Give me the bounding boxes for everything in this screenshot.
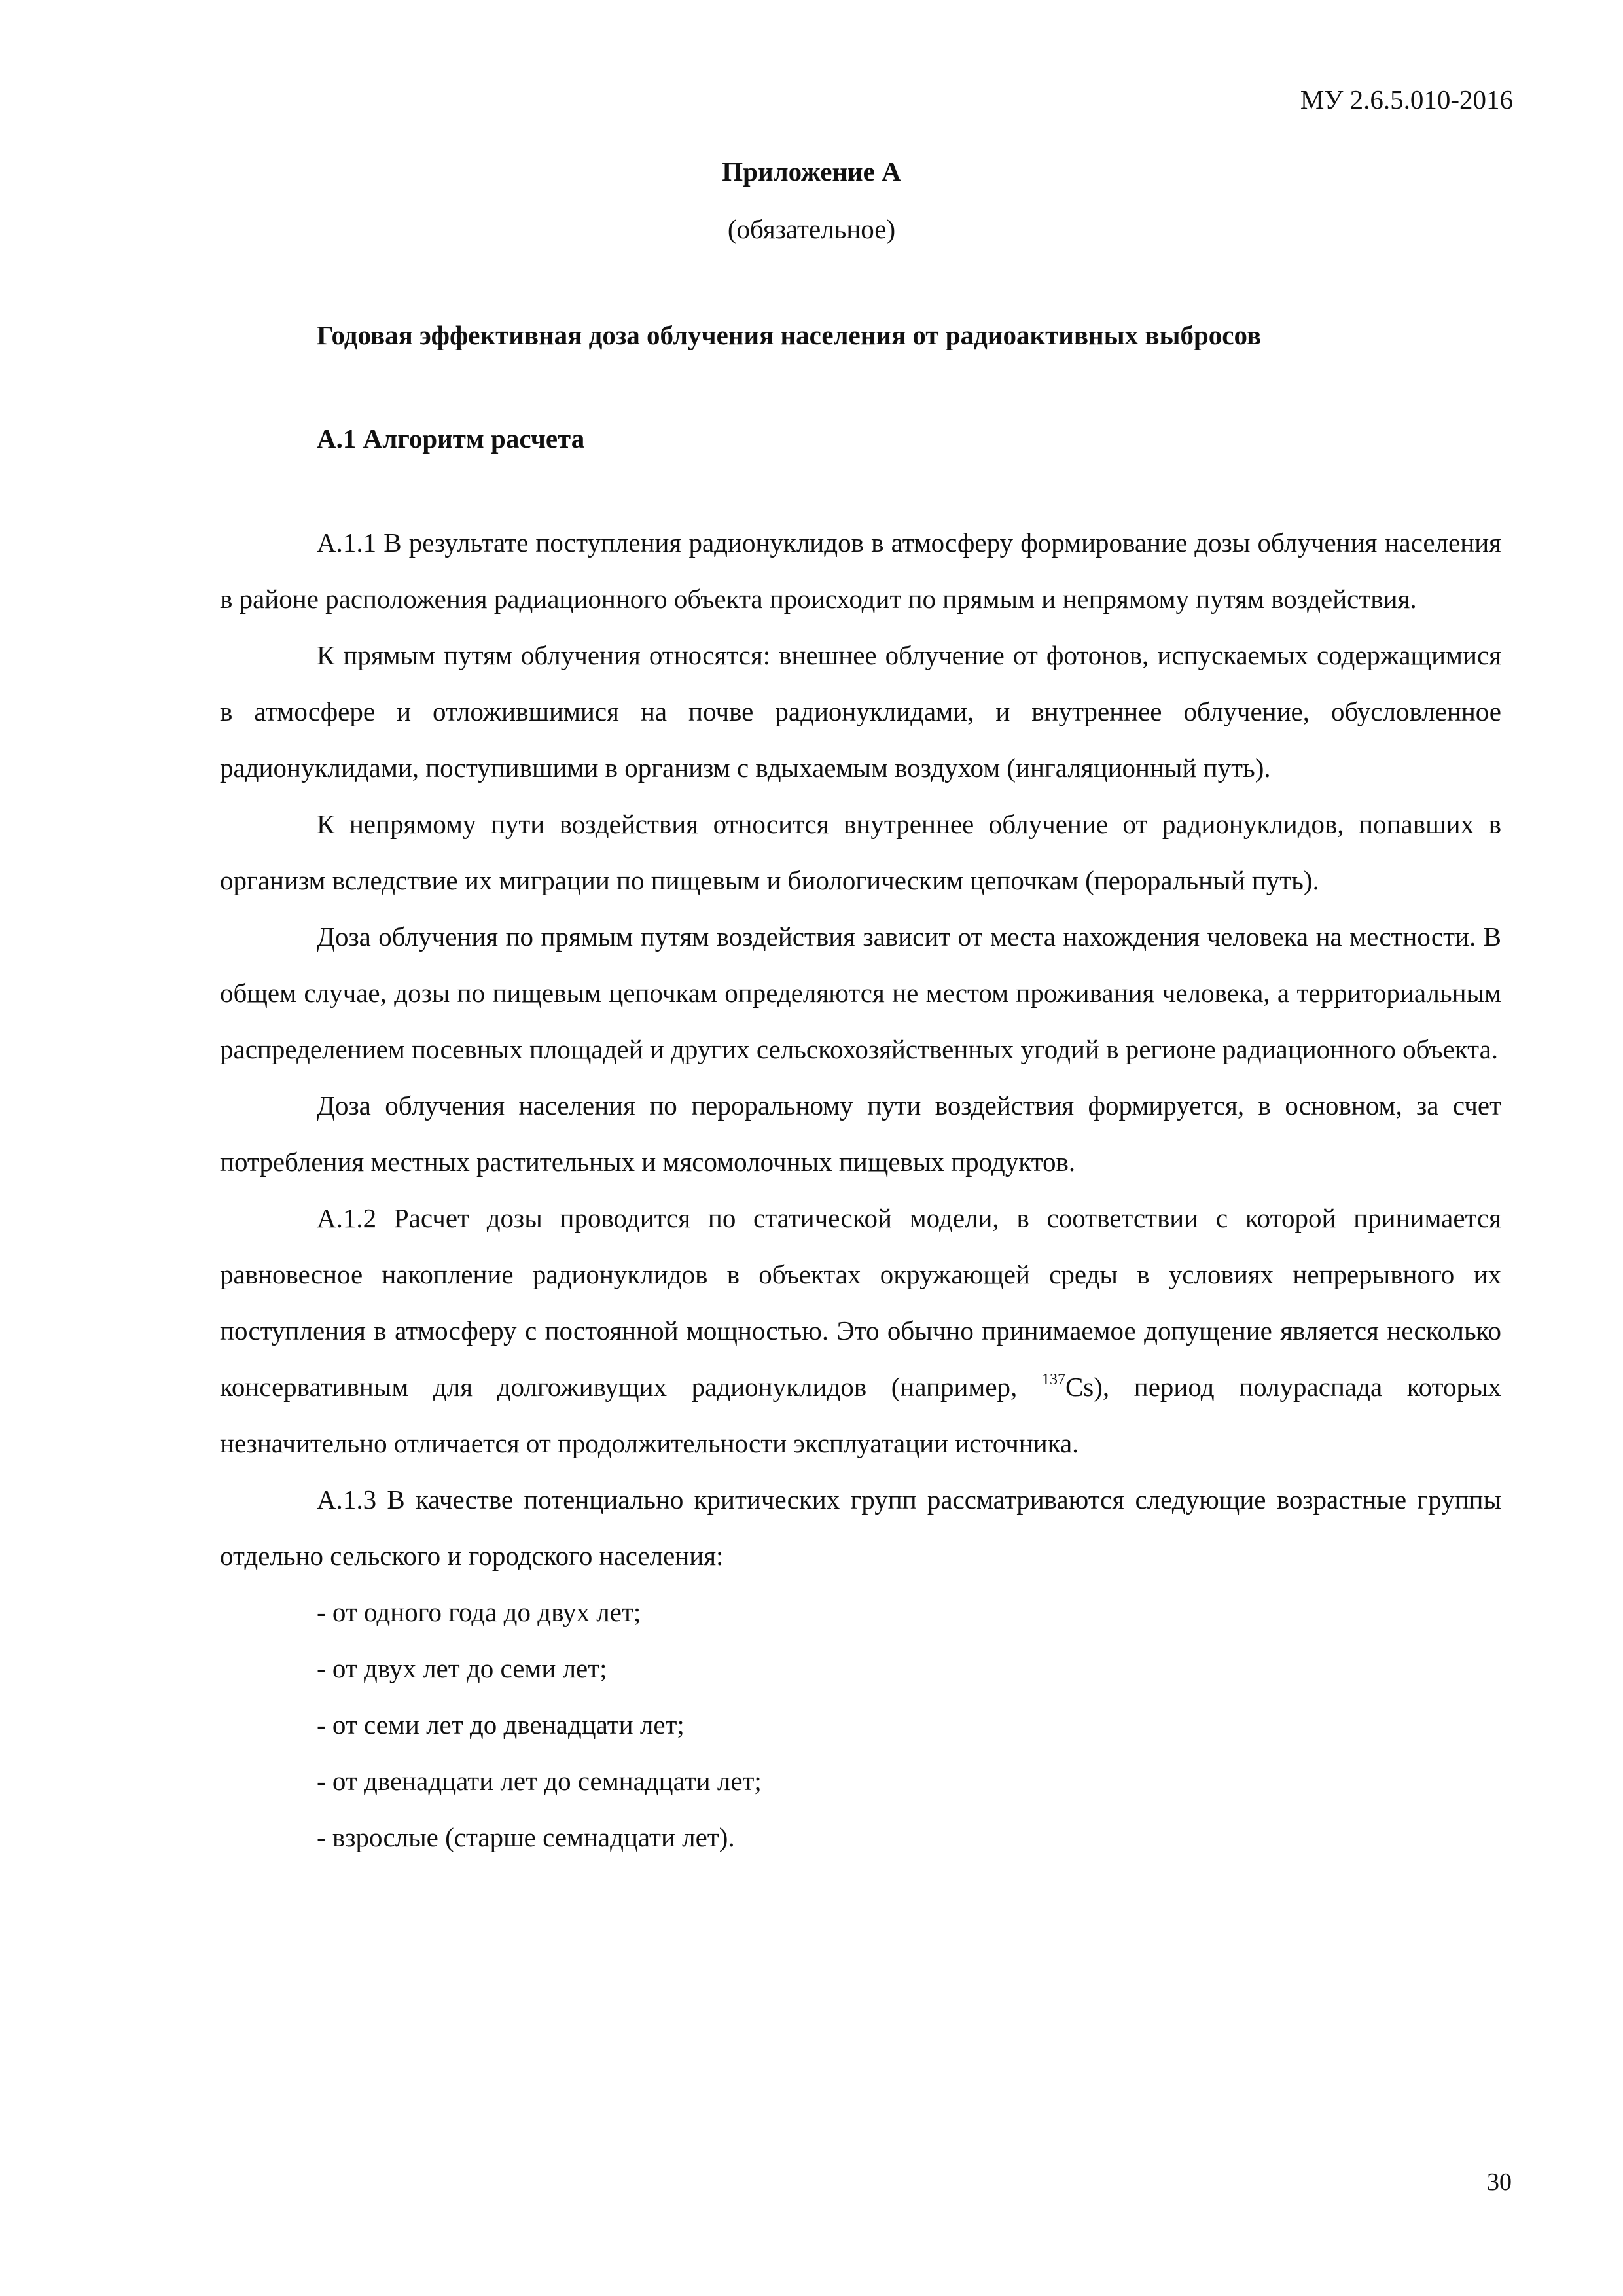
body-text bbox=[220, 514, 1501, 1865]
list-item: - взрослые (старше семнадцати лет). bbox=[317, 1822, 735, 1852]
paragraph: Доза облучения по прямым путям воздействия зависит от места нахождения человека на местности. В общем случае, дозы по пищевым цепочкам определяются не местом проживания человека, а территориальным распределением посевных площадей и других сельскохозяйственных угодий в регионе радиационного объекта. bbox=[220, 922, 1501, 1064]
paragraph: Доза облучения населения по пероральному пути воздействия формируется, в основном, за счет потребления местных растительных и мясомолочных пищевых продуктов. bbox=[220, 1090, 1501, 1177]
paragraph: К непрямому пути воздействия относится внутреннее облучение от радионуклидов, попавших в организм вследствие их миграции по пищевым и биологическим цепочкам (пероральный путь). bbox=[220, 809, 1501, 895]
list-item: - от двух лет до семи лет; bbox=[317, 1653, 607, 1683]
document-code: МУ 2.6.5.010-2016 bbox=[1300, 84, 1513, 115]
section-heading: А.1 Алгоритм расчета bbox=[317, 423, 585, 454]
annex-title: Приложение А bbox=[722, 156, 901, 187]
paragraph-text: А.1.2 Расчет дозы проводится по статической модели, в соответствии с которой принимается равновесное накопление радионуклидов в объектах окружающей среды в условиях непрерывного их поступления в атмосферу с постоянной мощностью. Это обычно принимаемое допущение является несколько консервативным для долгоживущих радионуклидов (например, bbox=[220, 1203, 1501, 1402]
list-item: - от семи лет до двенадцати лет; bbox=[317, 1710, 685, 1740]
paragraph: А.1.3 В качестве потенциально критических групп рассматриваются следующие возрастные группы отдельно сельского и городского населения: bbox=[220, 1484, 1501, 1571]
annex-main-title: Годовая эффективная доза облучения населения от радиоактивных выбросов bbox=[317, 320, 1262, 350]
list-item: - от одного года до двух лет; bbox=[317, 1597, 641, 1627]
page-number: 30 bbox=[1487, 2168, 1512, 2196]
list-item: - от двенадцати лет до семнадцати лет; bbox=[317, 1766, 762, 1796]
paragraph: К прямым путям облучения относятся: внешнее облучение от фотонов, испускаемых содержащимися в атмосфере и отложившимися на почве радионуклидами, и внутреннее облучение, обусловленное радионуклидами, поступившими в организм с вдыхаемым воздухом (ингаляционный путь). bbox=[220, 640, 1501, 783]
annex-status: (обязательное) bbox=[727, 214, 896, 244]
paragraph-text: Cs), период полураспада которых незначительно отличается от продолжительности эксплуатации источника. bbox=[220, 1372, 1502, 1458]
paragraph: А.1.1 В результате поступления радионуклидов в атмосферу формирование дозы облучения населения в районе расположения радиационного объекта происходит по прямым и непрямому путям воздействия. bbox=[220, 528, 1501, 614]
isotope-mass-number: 137 bbox=[1041, 1371, 1065, 1388]
paragraph bbox=[220, 1190, 1501, 1471]
